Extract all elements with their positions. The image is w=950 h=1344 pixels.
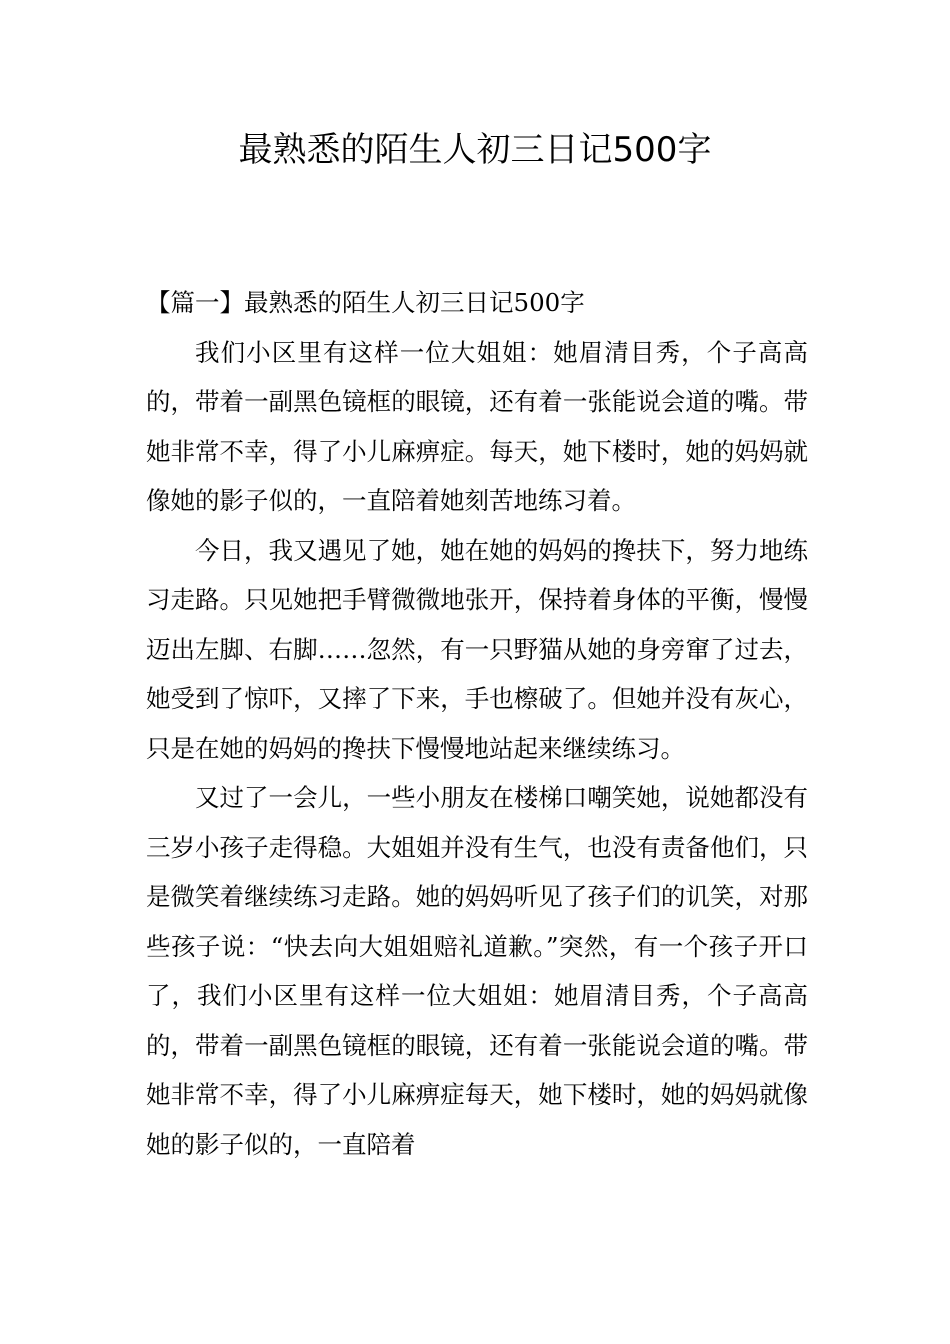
paragraph-1: 我们小区里有这样一位大姐姐：她眉清目秀，个子高高的，带着一副黑色镜框的眼镜，还有着一张能说会道的嘴。带她非常不幸，得了小儿麻痹症。每天，她下楼时，她的妈妈就像她的影子似的，一直陪着她刻苦地练习着。 (146, 337, 808, 515)
paragraph-3: 又过了一会儿，一些小朋友在楼梯口嘲笑她，说她都没有三岁小孩子走得稳。大姐姐并没有生气，也没有责备他们，只是微笑着继续练习走路。她的妈妈听见了孩子们的讥笑，对那些孩子说：“快去向大姐姐赔礼道歉。”突然，有一个孩子开口了，我们小区里有这样一位大姐姐：她眉清目秀，个子高高的，带着一副黑色镜框的眼镜，还有着一张能说会道的嘴。带她非常不幸，得了小儿麻痹症每天，她下楼时，她的妈妈就像她的影子似的，一直陪着 (146, 783, 808, 1159)
document-body (146, 278, 808, 1169)
paragraph-2: 今日，我又遇见了她，她在她的妈妈的搀扶下，努力地练习走路。只见她把手臂微微地张开，保持着身体的平衡，慢慢迈出左脚、右脚……忽然，有一只野猫从她的身旁窜了过去，她受到了惊吓，又摔了下来，手也檫破了。但她并没有灰心，只是在她的妈妈的搀扶下慢慢地站起来继续练习。 (146, 535, 808, 763)
section-heading: 【篇一】最熟悉的陌生人初三日记500字 (146, 288, 585, 317)
document-title: 最熟悉的陌生人初三日记500字 (238, 130, 712, 170)
